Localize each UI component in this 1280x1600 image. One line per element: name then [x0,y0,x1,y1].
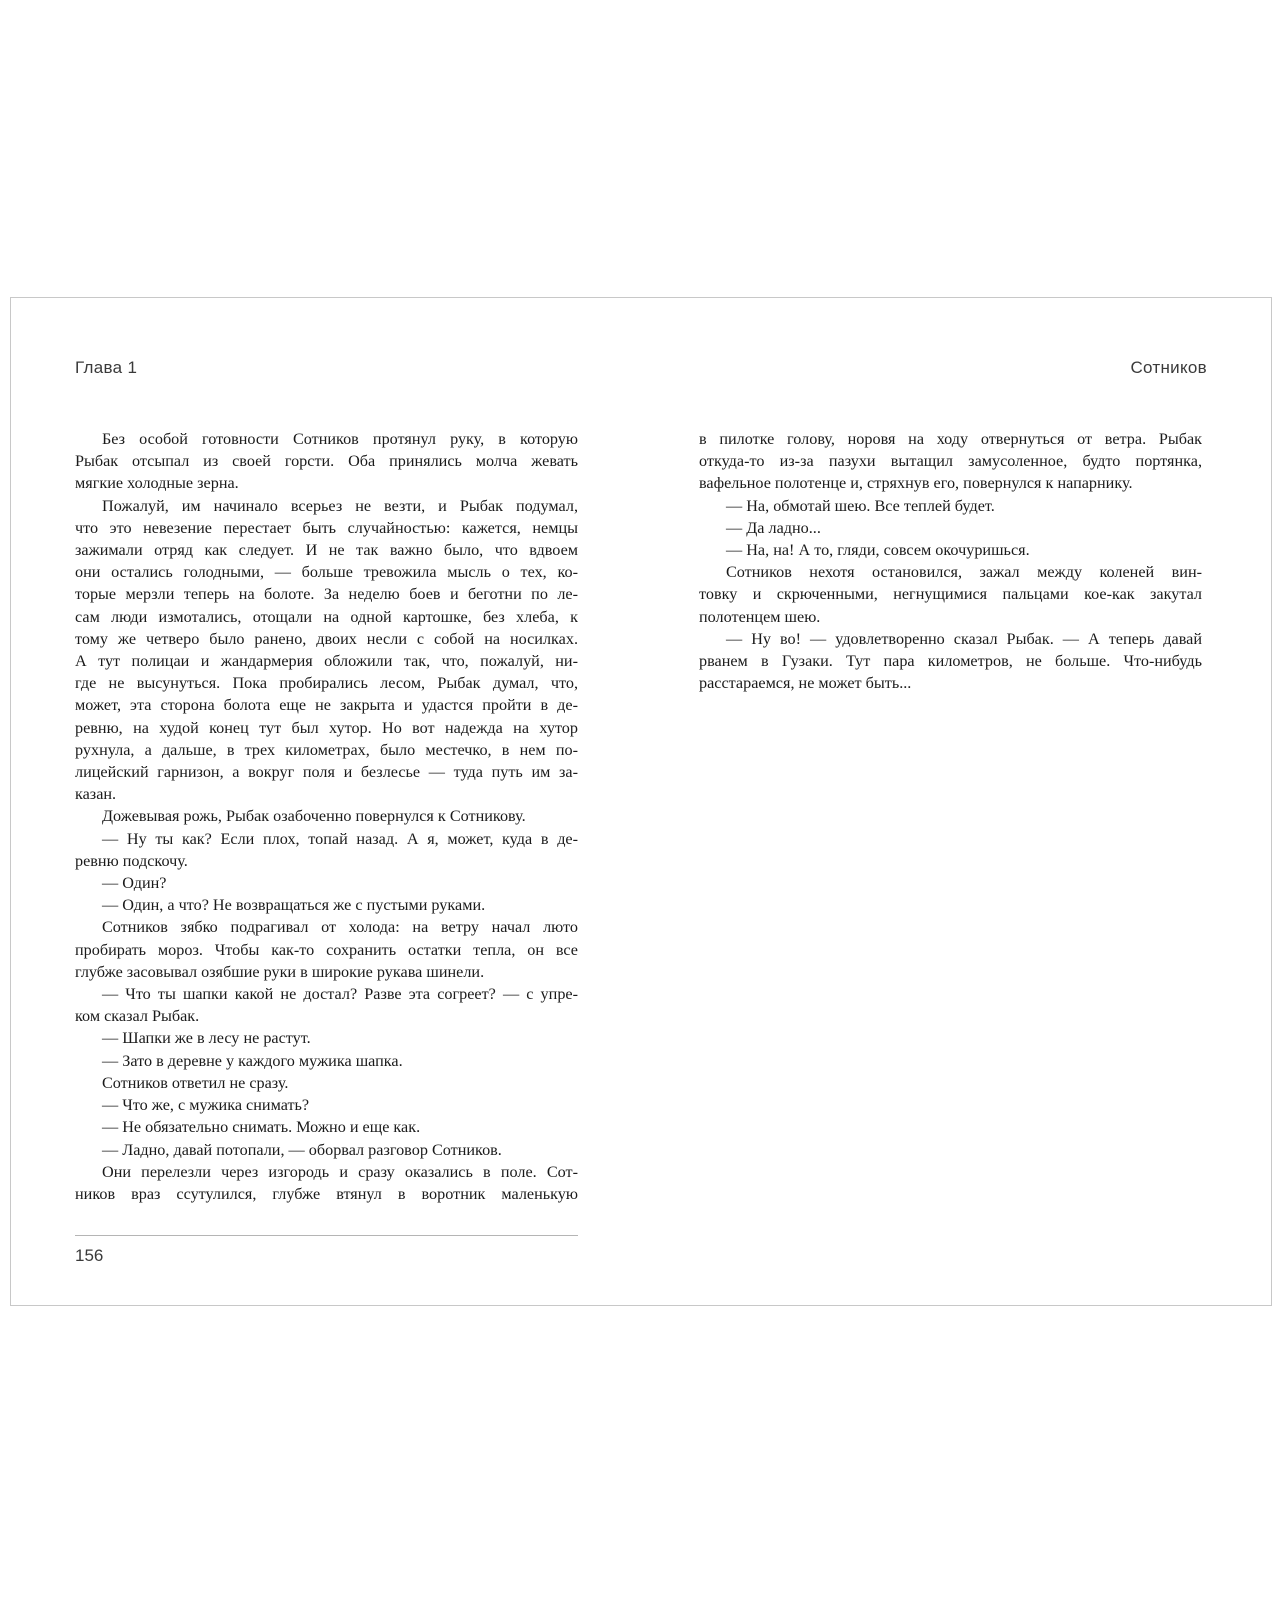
title-running-head: Сотников [1130,358,1207,377]
text-line: — Что же, с мужика снимать? [102,1096,310,1115]
text-line: — Ладно, давай потопали, — оборвал разговор Сотников. [102,1140,502,1159]
text-line: тому же четверо было ранено, двоих несли с собой на носилках. [75,629,578,648]
text-line: откуда-то из-за пазухи вытащил замусоленное, будто портянка, [699,452,1202,471]
chapter-running-head: Глава 1 [75,358,138,377]
text-line: вафельное полотенце и, стряхнув его, повернулся к напарнику. [699,474,1133,493]
text-line: они остались голодными, — больше тревожила мысль о тех, ко- [75,563,578,582]
left-page-text [75,428,578,1205]
text-line: лицейский гарнизон, а вокруг поля и безлесье — туда путь им за- [75,763,578,782]
text-line: товку и скрюченными, негнущимися пальцами кое-как закутал [699,585,1202,604]
text-line: ком сказал Рыбак. [75,1007,200,1026]
right-page-text [699,428,1202,694]
text-line: рухнула, а дальше, в трех километрах, было местечко, в нем по- [75,740,578,759]
text-line: Сотников ответил не сразу. [102,1073,289,1092]
text-line: рванем в Гузаки. Тут пара километров, не больше. Что-нибудь [699,652,1202,671]
text-line: торые мерзли теперь на болоте. За неделю боев и беготни по ле- [75,585,578,604]
text-line: в пилотке голову, норовя на ходу отвернуться от ветра. Рыбак [699,430,1202,448]
text-line: — Зато в деревне у каждого мужика шапка. [102,1051,403,1070]
text-line: — Ну во! — удовлетворенно сказал Рыбак. — А теперь давай [726,629,1202,648]
text-line: — Ну ты как? Если плох, топай назад. А я, может, куда в де- [102,829,578,848]
text-line: ревню подскочу. [75,851,188,870]
text-line: — На, на! А то, гляди, совсем окочуришься. [726,541,1030,560]
text-line: глубже засовывал озябшие руки в широкие рукава шинели. [75,962,485,981]
text-line: может, эта сторона болота еще не закрыта и удастся пройти в де- [75,696,578,715]
text-line: — Один, а что? Не возвращаться же с пустыми руками. [102,896,486,915]
text-line: Они перелезли через изгородь и сразу оказались в поле. Сот- [102,1162,578,1181]
text-line: — Что ты шапки какой не достал? Разве эта согреет? — с упре- [102,985,578,1004]
text-line: полотенцем шею. [699,607,821,626]
text-line: Без особой готовности Сотников протянул руку, в которую [102,430,578,448]
text-line: — Да ладно... [726,518,821,537]
text-line: расстараемся, не может быть... [699,674,912,693]
text-line: мягкие холодные зерна. [75,474,239,493]
footer-divider [75,1235,578,1236]
text-line: Сотников нехотя остановился, зажал между коленей вин- [726,563,1202,582]
text-line: казан. [75,785,117,804]
text-line: что это невезение перестает быть случайностью: кажется, немцы [75,518,578,537]
text-line: А тут полицаи и жандармерия обложили так, что, пожалуй, ни- [75,652,578,671]
book-spread [10,297,1272,1306]
text-line: пробирать мороз. Чтобы как-то сохранить остатки тепла, он все [75,940,578,959]
text-line: — Шапки же в лесу не растут. [102,1029,311,1048]
text-line: Дожевывая рожь, Рыбак озабоченно повернулся к Сотникову. [102,807,526,826]
text-line: где не высунуться. Пока пробирались лесом, Рыбак думал, что, [75,674,578,693]
text-line: зажимали отряд как следует. И не так важно было, что вдвоем [75,541,578,560]
text-line: ников враз ссутулился, глубже втянул в воротник маленькую [75,1184,578,1203]
text-line: ревню, на худой конец тут был хутор. Но вот надежда на хутор [75,718,578,737]
text-line: — Один? [102,874,167,893]
text-line: — На, обмотай шею. Все теплей будет. [726,496,995,515]
text-line: Рыбак отсыпал из своей горсти. Оба принялись молча жевать [75,452,578,471]
page-number: 156 [75,1246,104,1265]
text-line: — Не обязательно снимать. Можно и еще как. [102,1118,421,1137]
text-line: Пожалуй, им начинало всерьез не везти, и Рыбак подумал, [102,496,578,515]
text-line: сам люди измотались, отощали на одной картошке, без хлеба, к [75,607,578,626]
text-line: Сотников зябко подрагивал от холода: на ветру начал люто [102,918,578,937]
